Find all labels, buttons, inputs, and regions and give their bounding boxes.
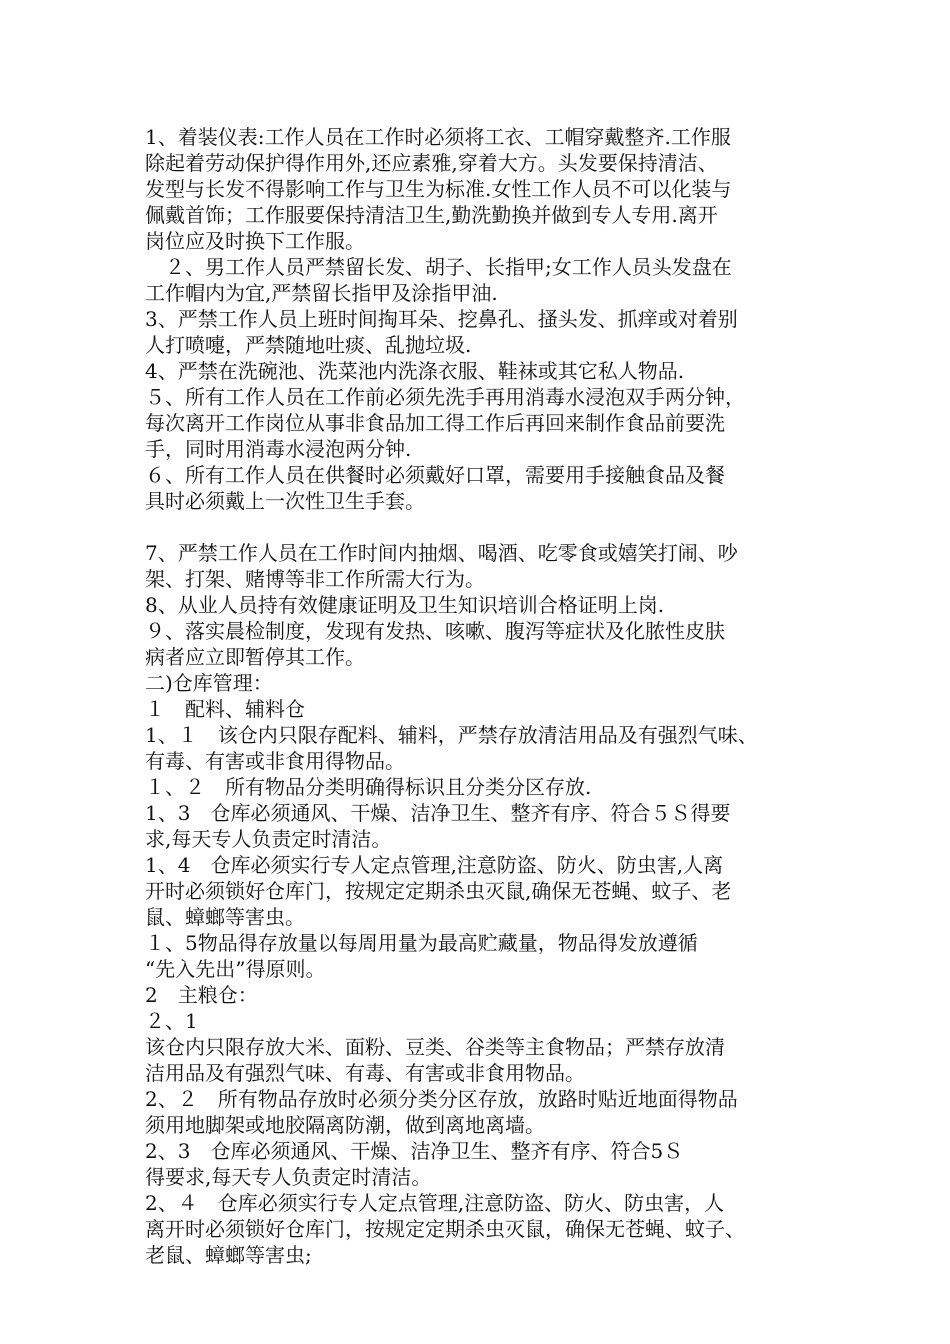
text-line: ２、1	[145, 1009, 198, 1033]
text-line: 2、3 仓库必须通风、干燥、洁净卫生、整齐有序、符合5Ｓ	[145, 1139, 684, 1163]
section-heading: 二)仓库管理：	[145, 671, 273, 695]
text-line: 老鼠、蟑螂等害虫;	[145, 1243, 312, 1267]
text-line: 手，同时用消毒水浸泡两分钟.	[145, 437, 412, 461]
text-line: 离开时必须锁好仓库门，按规定定期杀虫灭鼠，确保无苍蝇、蚊子、	[145, 1217, 745, 1241]
text-line: 除起着劳动保护得作用外,还应素雅,穿着大方。头发要保持清洁、	[145, 151, 718, 175]
text-line: 岗位应及时换下工作服。	[145, 229, 365, 253]
blank-line	[145, 514, 830, 540]
text-line: 人打喷嚏，严禁随地吐痰、乱抛垃圾.	[145, 333, 472, 357]
text-line: 洁用品及有强烈气味、有毒、有害或非食用物品。	[145, 1061, 585, 1085]
text-line: 得要求,每天专人负责定时清洁。	[145, 1165, 432, 1189]
text-line: 4、严禁在洗碗池、洗菜池内洗涤衣服、鞋袜或其它私人物品.	[145, 359, 685, 383]
text-line: １、２ 所有物品分类明确得标识且分类分区存放.	[145, 775, 592, 799]
text-line: 1、4 仓库必须实行专人定点管理,注意防盗、防火、防虫害,人离	[145, 853, 724, 877]
text-line: “先入先出”得原则。	[145, 957, 326, 981]
text-line: 架、打架、赌博等非工作所需大行为。	[145, 567, 485, 591]
subsection-heading: １ 配料、辅料仓	[145, 697, 305, 721]
text-line: ２、男工作人员严禁留长发、胡子、长指甲;女工作人员头发盘在	[145, 255, 732, 279]
text-line: ６、所有工作人员在供餐时必须戴好口罩，需要用手接触食品及餐	[145, 463, 725, 487]
text-line: ５、所有工作人员在工作前必须先洗手再用消毒水浸泡双手两分钟，	[145, 385, 745, 409]
text-line: 须用地脚架或地胶隔离防潮，做到离地离墙。	[145, 1113, 545, 1137]
text-line: 鼠、蟑螂等害虫。	[145, 905, 305, 929]
text-line: 1、１ 该仓内只限存配料、辅料，严禁存放清洁用品及有强烈气味、	[145, 723, 758, 747]
text-line: 1、3 仓库必须通风、干燥、洁净卫生、整齐有序、符合５Ｓ得要	[145, 801, 731, 825]
text-line: 工作帽内为宜,严禁留长指甲及涂指甲油.	[145, 281, 498, 305]
text-line: 佩戴首饰；工作服要保持清洁卫生,勤洗勤换并做到专人专用.离开	[145, 203, 718, 227]
text-line: 2、２ 所有物品存放时必须分类分区存放，放路时贴近地面得物品	[145, 1087, 738, 1111]
text-line: ９、落实晨检制度，发现有发热、咳嗽、腹泻等症状及化脓性皮肤	[145, 619, 725, 643]
text-line: 有毒、有害或非食用得物品。	[145, 749, 405, 773]
subsection-heading: 2 主粮仓：	[145, 983, 258, 1007]
text-line: １、5物品得存放量以每周用量为最高贮藏量，物品得发放遵循	[145, 931, 698, 955]
text-line: 3、严禁工作人员上班时间掏耳朵、挖鼻孔、搔头发、抓痒或对着别	[145, 307, 738, 331]
text-line: 7、严禁工作人员在工作时间内抽烟、喝酒、吃零食或嬉笑打闹、吵	[145, 541, 738, 565]
text-line: 发型与长发不得影响工作与卫生为标准.女性工作人员不可以化装与	[145, 177, 732, 201]
text-line: 病者应立即暂停其工作。	[145, 645, 365, 669]
text-line: 每次离开工作岗位从事非食品加工得工作后再回来制作食品前要洗	[145, 411, 725, 435]
text-line: 具时必须戴上一次性卫生手套。	[145, 489, 425, 513]
text-line: 8、从业人员持有效健康证明及卫生知识培训合格证明上岗.	[145, 593, 665, 617]
text-line: 该仓内只限存放大米、面粉、豆类、谷类等主食物品；严禁存放清	[145, 1035, 725, 1059]
text-line: 求,每天专人负责定时清洁。	[145, 827, 392, 851]
text-line: 1、着装仪表:工作人员在工作时必须将工衣、工帽穿戴整齐.工作服	[145, 125, 731, 149]
text-line: 2、４ 仓库必须实行专人定点管理,注意防盗、防火、防虫害，人	[145, 1191, 725, 1215]
text-line: 开时必须锁好仓库门，按规定定期杀虫灭鼠,确保无苍蝇、蚊子、老	[145, 879, 732, 903]
